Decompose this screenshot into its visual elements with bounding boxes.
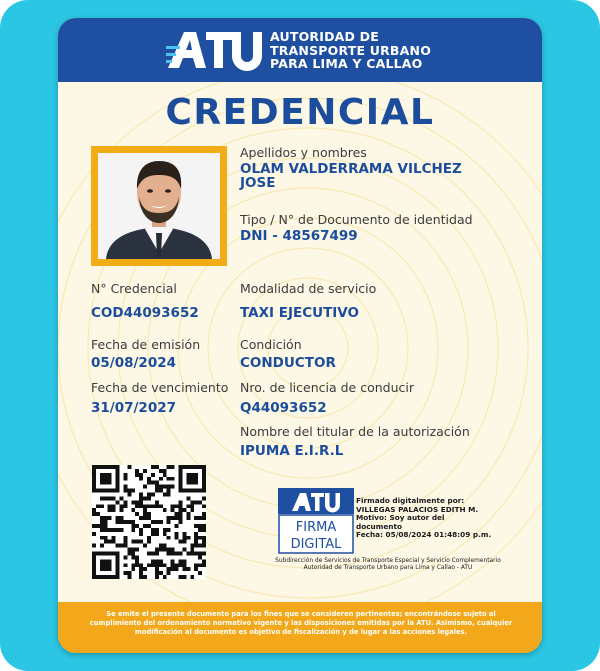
authorization-holder-label: Nombre del titular de la autorización	[240, 424, 470, 439]
legal-notice	[72, 610, 530, 636]
expiry-date-label: Fecha de vencimiento	[91, 380, 229, 395]
photo-frame	[91, 146, 227, 266]
signature-line: documento	[356, 521, 403, 531]
signature-line: VILLEGAS PALACIOS EDITH M.	[356, 504, 479, 514]
doc-label: Tipo / N° de Documento de identidad	[240, 212, 473, 227]
legal-notice-line: Se emite el presente documento para los fines que se consideren pertinentes; encontrándose sujeto al	[106, 610, 496, 618]
org-name-line: TRANSPORTE URBANO	[270, 42, 432, 58]
signature-line: Motivo: Soy autor del	[356, 513, 445, 523]
firma-digital-badge-icon	[278, 488, 354, 554]
document-title: CREDENCIAL	[165, 92, 435, 133]
service-modality-label: Modalidad de servicio	[240, 281, 377, 296]
names-label: Apellidos y nombres	[240, 145, 367, 160]
condition-value: CONDUCTOR	[240, 355, 336, 371]
credential-card	[58, 18, 542, 653]
portrait-photo	[98, 153, 220, 259]
given-name-line: JOSE	[240, 175, 276, 191]
expiry-date-value: 31/07/2027	[91, 400, 177, 416]
badge-line-digital: DIGITAL	[290, 537, 342, 552]
signature-line: Firmado digitalmente por:	[356, 496, 465, 505]
holder-full-name	[240, 162, 530, 190]
issuing-office	[238, 558, 538, 573]
org-name-line: AUTORIDAD DE	[270, 29, 379, 44]
issue-date-label: Fecha de emisión	[91, 337, 201, 352]
qr-code	[92, 465, 206, 579]
authorization-holder-value: IPUMA E.I.R.L	[240, 443, 344, 459]
service-modality-value: TAXI EJECUTIVO	[240, 305, 359, 321]
license-number-label: Nro. de licencia de conducir	[240, 380, 414, 395]
issuing-office-line: Autoridad de Transporte Urbano para Lima y Callao - ATU	[303, 565, 473, 572]
badge-line-firma: FIRMA	[295, 520, 337, 535]
signature-line: Fecha: 05/08/2024 01:48:09 p.m.	[356, 530, 492, 540]
issuing-office-line: Subdirección de Servicios de Transporte Especial y Servicio Complementario	[275, 558, 501, 564]
atu-logo-icon	[166, 28, 262, 72]
legal-notice-line: cumplimiento del ordenamiento normativo vigente y las disposiciones emitidas por la ATU. Asimismo, cualquier	[89, 618, 513, 627]
doc-value: DNI - 48567499	[240, 228, 358, 244]
credential-number-value: COD44093652	[91, 305, 199, 321]
credential-number-label: N° Credencial	[91, 281, 177, 296]
surname-line: OLAM VALDERRAMA VILCHEZ	[240, 161, 462, 177]
license-number-value: Q44093652	[240, 400, 327, 416]
issue-date-value: 05/08/2024	[91, 355, 177, 371]
org-name-line: PARA LIMA Y CALLAO	[270, 56, 423, 71]
legal-notice-line: modificación al documento es objetivo de fiscalización y de lugar a las acciones legales.	[134, 627, 468, 636]
org-name	[270, 30, 431, 71]
digital-signature-info	[356, 497, 536, 540]
condition-label: Condición	[240, 337, 302, 352]
